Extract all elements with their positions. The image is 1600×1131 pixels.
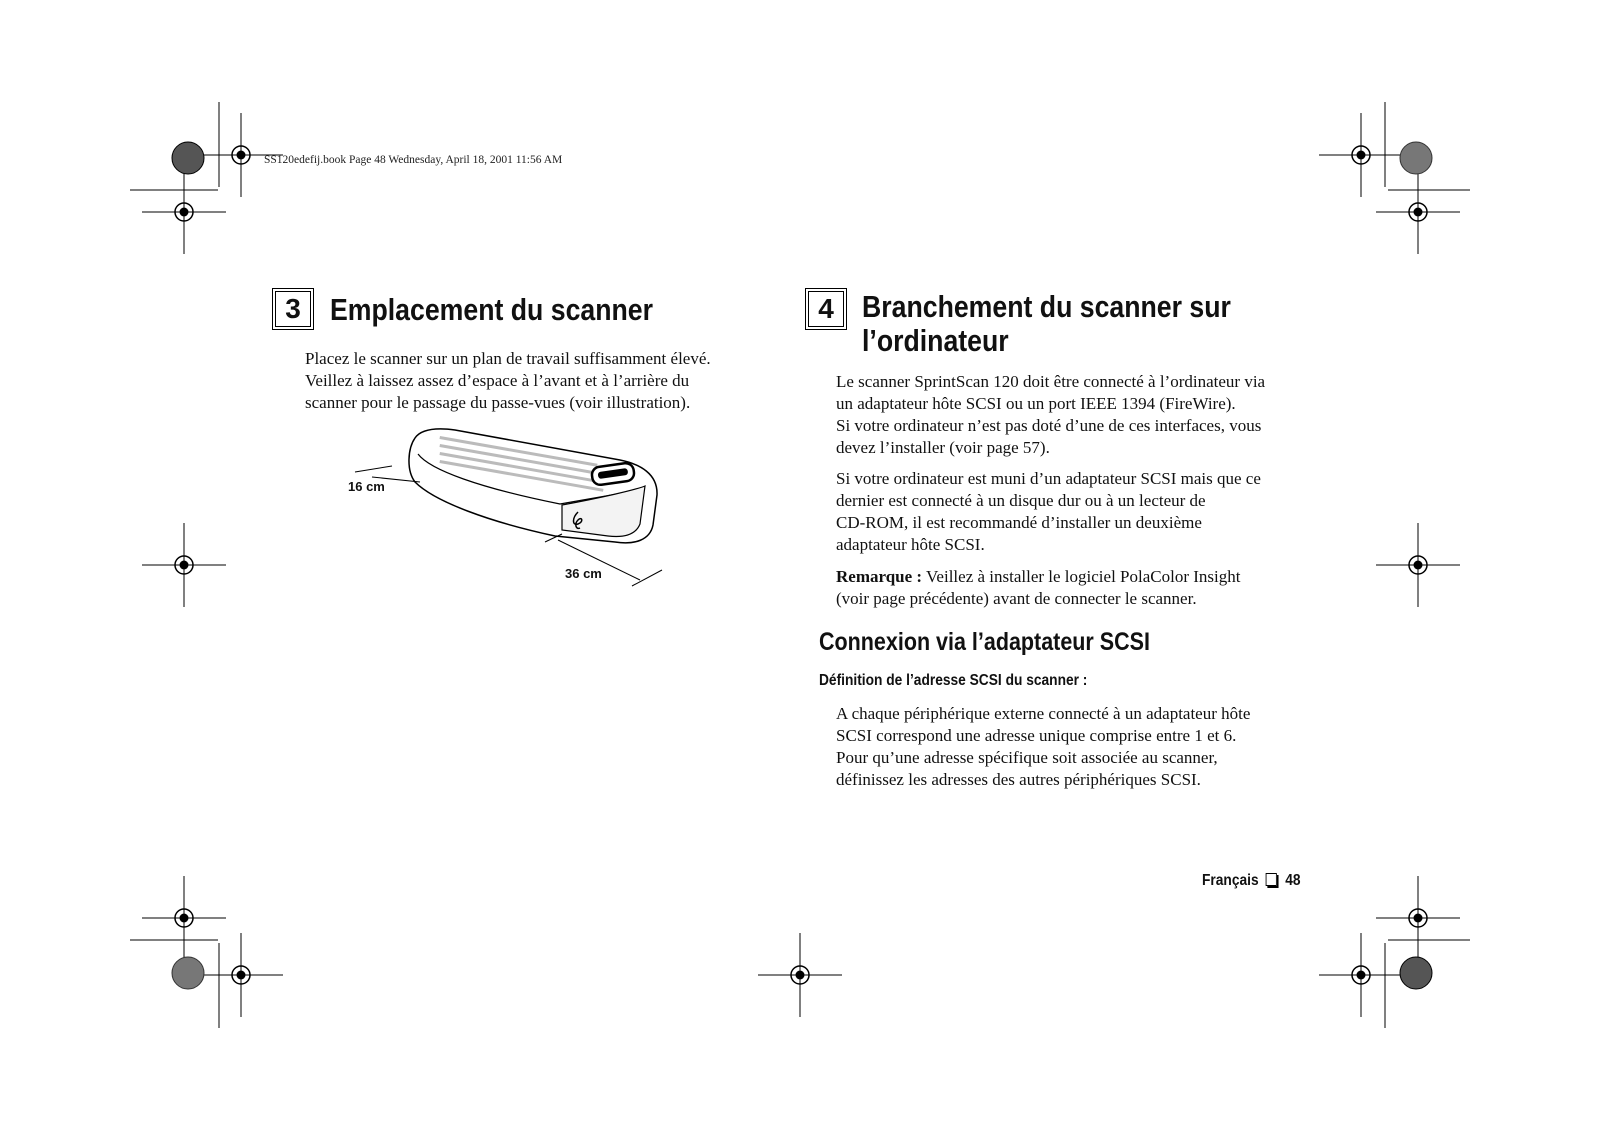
registration-target: [1319, 113, 1403, 197]
depth-dimension-label: 36 cm: [565, 566, 602, 581]
text-line: scanner pour le passage du passe-vues (voir illustration).: [305, 393, 691, 412]
scanner-illustration: [340, 420, 700, 605]
registration-target: [199, 933, 283, 1017]
text-line: SCSI correspond une adresse unique comprise entre 1 et 6.: [836, 726, 1237, 745]
text-line: CD-ROM, il est recommandé d’installer un deuxième: [836, 513, 1202, 532]
height-dimension-label: 16 cm: [348, 479, 385, 494]
checkbox-square-icon: [1265, 873, 1276, 886]
text-line: A chaque périphérique externe connecté à un adaptateur hôte: [836, 704, 1251, 723]
text-line: devez l’installer (voir page 57).: [836, 438, 1050, 457]
registration-target: [142, 170, 226, 254]
footer-language: Français: [1202, 872, 1259, 889]
text-line: Si votre ordinateur n’est pas doté d’une de ces interfaces, vous: [836, 416, 1262, 435]
registration-target: [1376, 523, 1460, 607]
grey-dot-mark: [172, 957, 204, 989]
placement-paragraph: [305, 348, 711, 414]
registration-target: [142, 876, 226, 960]
grey-dot-mark: [1400, 142, 1432, 174]
text-line: Pour qu’une adresse spécifique soit associée au scanner,: [836, 748, 1218, 767]
connection-paragraph: [836, 371, 1265, 459]
section-title: Emplacement du scanner: [330, 292, 653, 327]
section-title: [862, 290, 1231, 358]
title-line: l’ordinateur: [862, 323, 1009, 358]
text-line: [836, 566, 1240, 588]
registration-target: [142, 523, 226, 607]
registration-target: [1376, 876, 1460, 960]
text-line: Veillez à laissez assez d’espace à l’avant et à l’arrière du: [305, 371, 690, 390]
text-line: un adaptateur hôte SCSI ou un port IEEE 1394 (FireWire).: [836, 394, 1236, 413]
note-paragraph: [836, 566, 1240, 610]
registration-target: [1319, 933, 1403, 1017]
sub-subheading: Définition de l’adresse SCSI du scanner :: [819, 672, 1088, 689]
text-line: Si votre ordinateur est muni d’un adaptateur SCSI mais que ce: [836, 469, 1261, 488]
registration-target: [1376, 170, 1460, 254]
text-line: adaptateur hôte SCSI.: [836, 535, 985, 554]
text-line: Le scanner SprintScan 120 doit être connecté à l’ordinateur via: [836, 372, 1266, 391]
page-number: 48: [1285, 872, 1301, 889]
subheading: Connexion via l’adaptateur SCSI: [819, 628, 1150, 656]
text-line: dernier est connecté à un disque dur ou à un lecteur de: [836, 491, 1206, 510]
step-number-box: 3: [272, 288, 314, 330]
step-number-box: 4: [805, 288, 847, 330]
scsi-address-paragraph: [836, 703, 1250, 791]
scsi-adapter-paragraph: [836, 468, 1261, 556]
starburst-mark: [172, 142, 204, 174]
starburst-mark: [1400, 957, 1432, 989]
page-footer: [1202, 872, 1301, 890]
title-line: Branchement du scanner sur: [862, 289, 1231, 324]
text-line: Placez le scanner sur un plan de travail suffisamment élevé.: [305, 349, 711, 368]
text-line: (voir page précédente) avant de connecter le scanner.: [836, 589, 1197, 608]
note-text: Veillez à installer le logiciel PolaColor Insight: [922, 567, 1241, 586]
print-info-header: SS120edefij.book Page 48 Wednesday, April 18, 2001 11:56 AM: [264, 154, 563, 166]
note-label: Remarque :: [836, 567, 923, 586]
text-line: définissez les adresses des autres périphériques SCSI.: [836, 770, 1201, 789]
registration-target: [758, 933, 842, 1017]
